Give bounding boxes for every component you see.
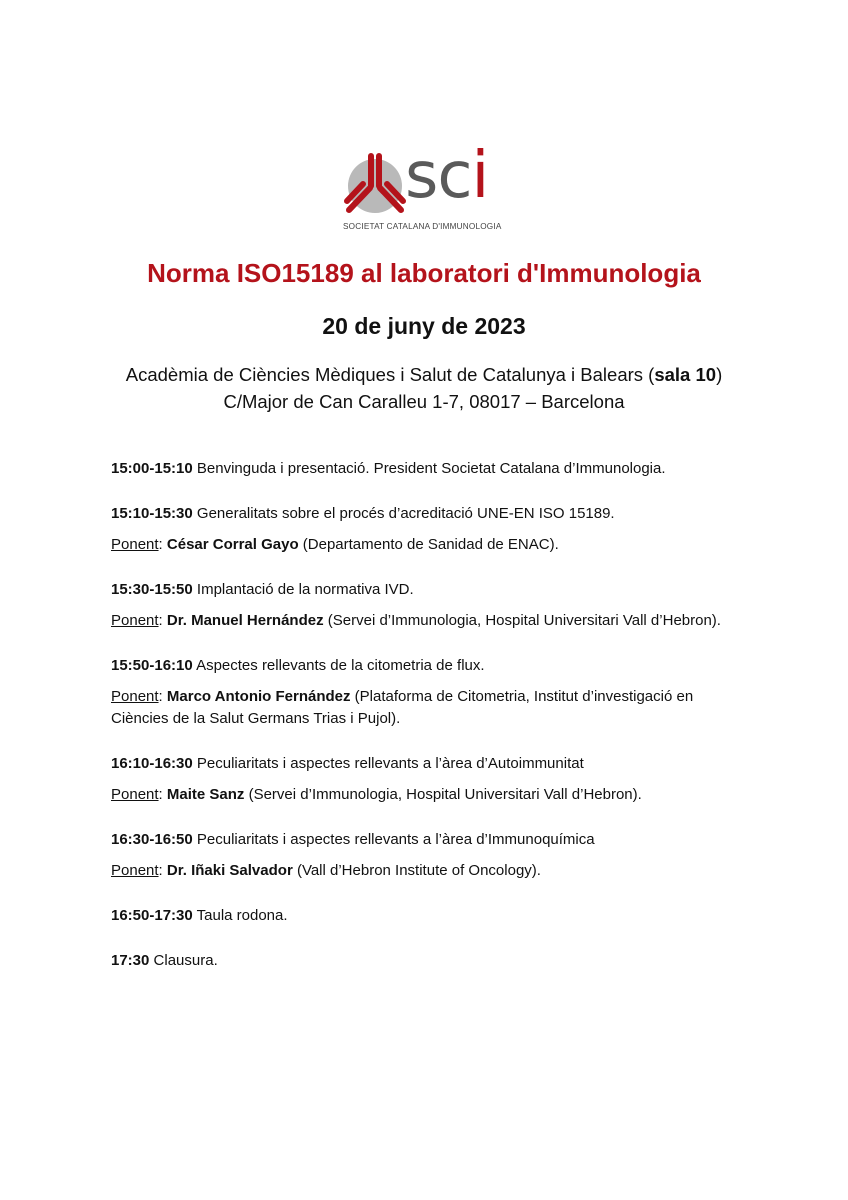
ponent-label: Ponent xyxy=(111,688,159,705)
agenda-session xyxy=(111,950,751,972)
session-time: 16:30-16:50 xyxy=(111,831,193,848)
agenda-session xyxy=(111,829,751,851)
agenda-speaker: Ponent: Dr. Iñaki Salvador (Vall d’Hebron Institute of Oncology). xyxy=(111,862,541,879)
agenda-item xyxy=(111,503,751,556)
session-time: 15:50-16:10 xyxy=(111,657,193,674)
agenda-speaker: Ponent: César Corral Gayo (Departamento de Sanidad de ENAC). xyxy=(111,536,559,553)
speaker-name: Maite Sanz xyxy=(166,786,245,803)
sci-logo xyxy=(343,139,513,232)
agenda-item xyxy=(111,950,751,972)
session-description: Implantació de la normativa IVD. xyxy=(192,581,414,598)
speaker-affiliation: (Vall d’Hebron Institute of Oncology). xyxy=(292,862,541,879)
session-time: 17:30 xyxy=(111,952,150,969)
logo-word-main: sc xyxy=(405,139,472,213)
session-time: 15:10-15:30 xyxy=(111,505,193,522)
agenda-item xyxy=(111,905,751,927)
agenda-list xyxy=(111,458,751,995)
logo-caption: SOCIETAT CATALANA D'IMMUNOLOGIA xyxy=(343,222,502,231)
agenda-item xyxy=(111,655,751,730)
venue-address: C/Major de Can Caralleu 1-7, 08017 – Barcelona xyxy=(223,391,625,412)
session-time: 16:50-17:30 xyxy=(111,907,193,924)
session-description: Generalitats sobre el procés d’acreditació UNE-EN ISO 15189. xyxy=(192,505,615,522)
agenda-session xyxy=(111,905,751,927)
venue-paren-close: ) xyxy=(716,364,723,385)
speaker-name: César Corral Gayo xyxy=(166,536,299,553)
ponent-label: Ponent xyxy=(111,786,159,803)
agenda-speaker: Ponent: Maite Sanz (Servei d’Immunologia, Hospital Universitari Vall d’Hebron). xyxy=(111,786,642,803)
session-description: Peculiaritats i aspectes rellevants a l’àrea d’Autoimmunitat xyxy=(192,755,584,772)
agenda-item xyxy=(111,829,751,882)
venue-line-1 xyxy=(0,361,848,388)
venue-block xyxy=(0,361,848,415)
session-description: Benvinguda i presentació. President Societat Catalana d’Immunologia. xyxy=(192,460,666,477)
speaker-affiliation: (Departamento de Sanidad de ENAC). xyxy=(298,536,559,553)
venue-name: Acadèmia de Ciències Mèdiques i Salut de Catalunya i Balears ( xyxy=(125,364,655,385)
agenda-item xyxy=(111,579,751,632)
session-description: Aspectes rellevants de la citometria de flux. xyxy=(192,657,485,674)
session-description: Taula rodona. xyxy=(192,907,288,924)
antibody-logo-icon xyxy=(343,150,407,222)
speaker-name: Dr. Iñaki Salvador xyxy=(166,862,293,879)
speaker-affiliation: (Plataforma de Citometria, Institut d’investigació en Ciències de la Salut Germans Trias i Pujol). xyxy=(111,688,694,727)
session-time: 16:10-16:30 xyxy=(111,755,193,772)
ponent-label: Ponent xyxy=(111,862,159,879)
speaker-affiliation: (Servei d’Immunologia, Hospital Universitari Vall d’Hebron). xyxy=(244,786,642,803)
agenda-session xyxy=(111,458,751,480)
speaker-name: Marco Antonio Fernández xyxy=(166,688,351,705)
agenda-session xyxy=(111,655,751,677)
event-date: 20 de juny de 2023 xyxy=(322,313,526,339)
agenda-session xyxy=(111,579,751,601)
document-title: Norma ISO15189 al laboratori d'Immunologia xyxy=(147,258,701,288)
agenda-item xyxy=(111,753,751,806)
logo-wordmark xyxy=(405,139,489,213)
agenda-session xyxy=(111,503,751,525)
ponent-label: Ponent xyxy=(111,536,159,553)
logo-word-accent: i xyxy=(471,139,489,213)
venue-room: sala 10 xyxy=(654,364,717,385)
speaker-affiliation: (Servei d’Immunologia, Hospital Universitari Vall d’Hebron). xyxy=(323,612,721,629)
agenda-item xyxy=(111,458,751,480)
agenda-session xyxy=(111,753,751,775)
session-time: 15:00-15:10 xyxy=(111,460,193,477)
session-time: 15:30-15:50 xyxy=(111,581,193,598)
ponent-label: Ponent xyxy=(111,612,159,629)
session-description: Peculiaritats i aspectes rellevants a l’àrea d’Immunoquímica xyxy=(192,831,595,848)
agenda-speaker: Ponent: Marco Antonio Fernández (Plataforma de Citometria, Institut d’investigació en Ciències de la Salut Germans Trias i Pujol). xyxy=(111,688,694,727)
session-description: Clausura. xyxy=(149,952,218,969)
agenda-speaker: Ponent: Dr. Manuel Hernández (Servei d’Immunologia, Hospital Universitari Vall d’Hebron). xyxy=(111,612,721,629)
speaker-name: Dr. Manuel Hernández xyxy=(166,612,324,629)
